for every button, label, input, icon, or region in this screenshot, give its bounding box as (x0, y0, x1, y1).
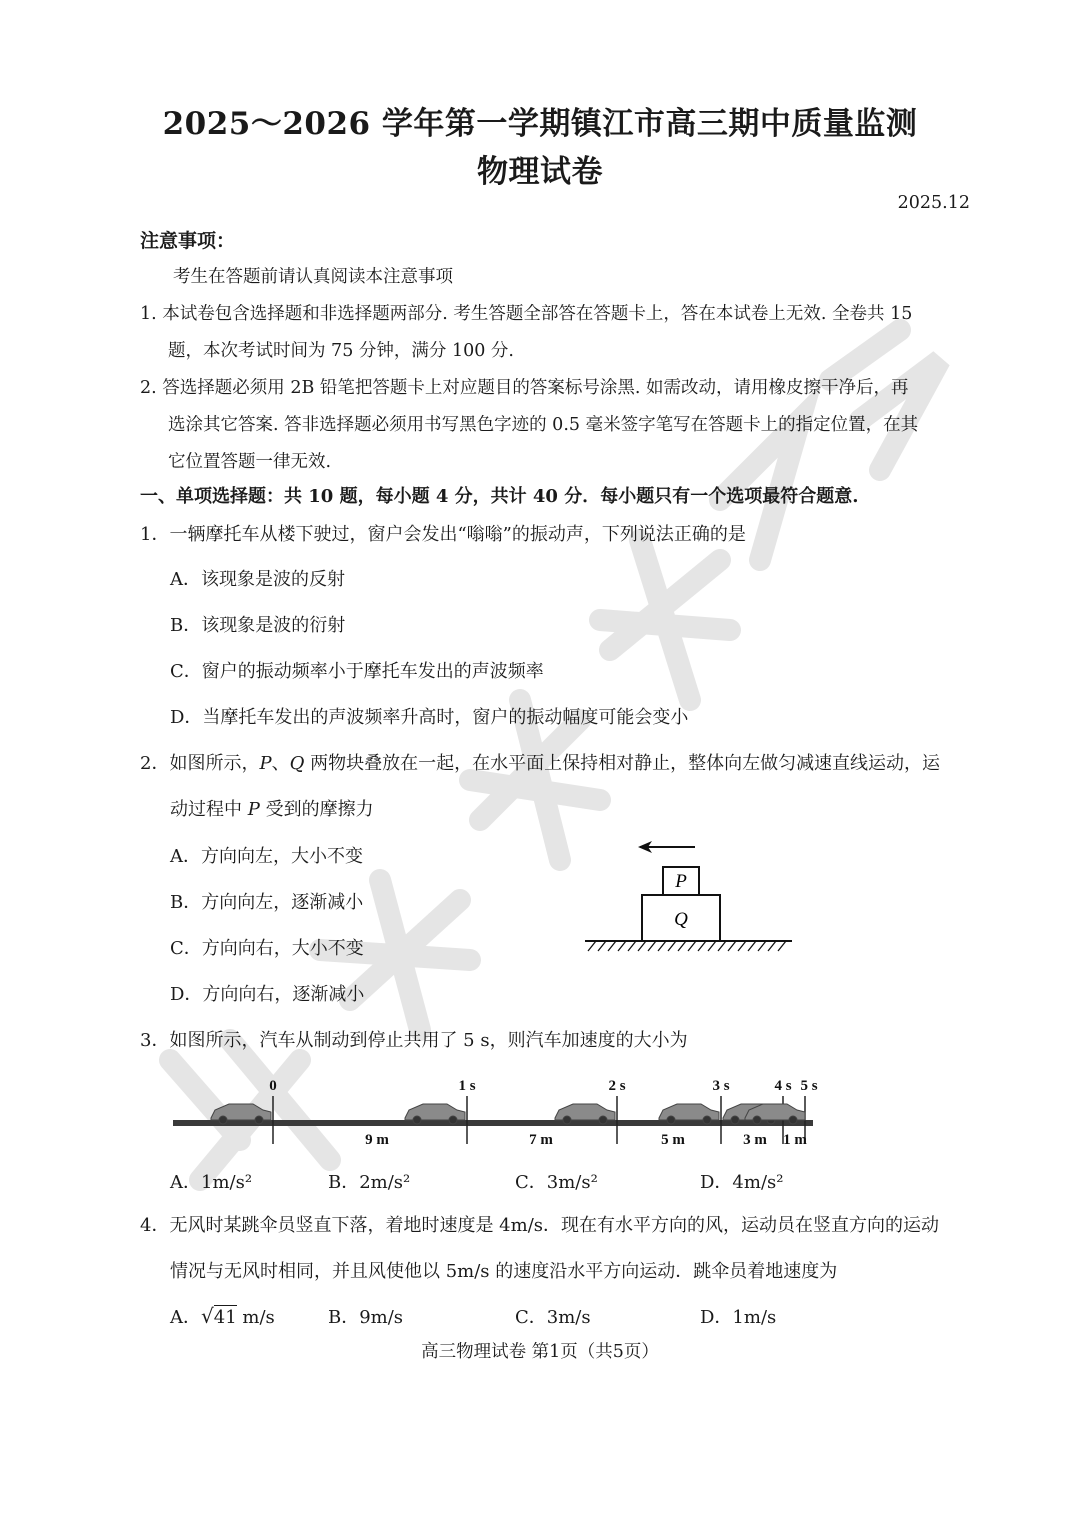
page-footer: 高三物理试卷 第1页（共5页） (421, 1342, 659, 1362)
notice-item2-line1: 2. 答选择题必须用 2B 铅笔把答题卡上对应题目的答案标号涂黑. 如需改动，请用橡皮擦干净后，再 (140, 378, 909, 398)
q2-stem-sep: 、 (271, 753, 290, 774)
time-label: 0 (269, 1078, 277, 1094)
notice-item1-line1: 1. 本试卷包含选择题和非选择题两部分. 考生答题全部答在答题卡上，答在本试卷上无效. 全卷共 15 (140, 304, 913, 324)
block-p-label: P (675, 871, 687, 892)
q4-stem-line1: 4．无风时某跳伞员竖直下落，着地时速度是 4m/s．现在有水平方向的风，运动员在竖直方向的运动 (140, 1215, 939, 1236)
q3-option-c: C．3m/s² (515, 1172, 598, 1193)
exam-date: 2025.12 (897, 193, 970, 213)
q2-figure (580, 830, 800, 960)
q2-var-p-2: P (247, 799, 260, 820)
time-label: 1 s (458, 1078, 476, 1094)
arrow-left-icon (638, 841, 695, 853)
q4-stem-line2: 情况与无风时相同，并且风使他以 5m/s 的速度沿水平方向运动．跳伞员着地速度为 (170, 1261, 838, 1282)
q2-option-a: A．方向向左，大小不变 (170, 846, 363, 867)
q2-stem-part1: 2．如图所示， (140, 753, 260, 774)
q2-option-c: C．方向向右，大小不变 (170, 938, 364, 959)
time-label: 4 s (774, 1078, 792, 1094)
notice-intro: 考生在答题前请认真阅读本注意事项 (173, 267, 453, 287)
notice-heading: 注意事项： (140, 230, 236, 252)
q4-option-a-radicand: 41 (213, 1307, 237, 1328)
q1-option-d: D．当摩托车发出的声波频率升高时，窗户的振动幅度可能会变小 (170, 707, 689, 728)
q2-stem-part3: 动过程中 (170, 799, 248, 820)
q3-option-b: B．2m/s² (328, 1172, 411, 1193)
q3-figure (165, 1072, 825, 1152)
q4-option-b: B．9m/s (328, 1307, 404, 1328)
q2-stem-line2 (170, 795, 374, 821)
notice-item1-line2: 题，本次考试时间为 75 分钟，满分 100 分. (168, 341, 514, 361)
q1-option-a: A．该现象是波的反射 (170, 569, 345, 590)
q4-option-a (170, 1303, 275, 1329)
q4-option-d: D．1m/s (700, 1307, 777, 1328)
q3-option-d: D．4m/s² (700, 1172, 784, 1193)
notice-item2-line2: 选涂其它答案. 答非选择题必须用书写黑色字迹的 0.5 毫米签字笔写在答题卡上的指定位置，在其 (168, 415, 919, 435)
distance-label: 3 m (743, 1132, 767, 1148)
notice-item2-line3: 它位置答题一律无效. (168, 452, 332, 472)
exam-subtitle: 物理试卷 (477, 154, 603, 190)
q3-option-a: A．1m/s² (170, 1172, 253, 1193)
q4-option-a-unit: m/s (236, 1307, 275, 1328)
time-label: 5 s (800, 1078, 818, 1094)
sqrt-sign: √ (201, 1304, 214, 1328)
exam-title: 2025～2026 学年第一学期镇江市高三期中质量监测 (162, 106, 918, 142)
q1-stem: 1．一辆摩托车从楼下驶过，窗户会发出“嗡嗡”的振动声，下列说法正确的是 (140, 524, 746, 545)
time-label: 3 s (712, 1078, 730, 1094)
road (173, 1120, 813, 1126)
q4-option-a-prefix: A． (170, 1307, 201, 1328)
time-label: 2 s (608, 1078, 626, 1094)
q2-stem-part2: 两物块叠放在一起，在水平面上保持相对静止，整体向左做匀减速直线运动，运 (304, 753, 941, 774)
ground-hatch (588, 941, 786, 951)
q3-stem: 3．如图所示，汽车从制动到停止共用了 5 s，则汽车加速度的大小为 (140, 1030, 688, 1051)
distance-label: 5 m (661, 1132, 685, 1148)
q4-option-c: C．3m/s (515, 1307, 591, 1328)
q2-var-q: Q (289, 753, 305, 774)
q2-option-b: B．方向向左，逐渐减小 (170, 892, 364, 913)
q2-var-p: P (259, 753, 272, 774)
q1-option-c: C．窗户的振动频率小于摩托车发出的声波频率 (170, 661, 544, 682)
block-q-label: Q (674, 909, 688, 930)
q2-stem-part4: 受到的摩擦力 (259, 799, 374, 820)
distance-label: 7 m (529, 1132, 553, 1148)
distance-label: 1 m (783, 1132, 807, 1148)
q2-option-d: D．方向向右，逐渐减小 (170, 984, 365, 1005)
q1-option-b: B．该现象是波的衍射 (170, 615, 346, 636)
distance-label: 9 m (365, 1132, 389, 1148)
section1-heading: 一、单项选择题：共 10 题，每小题 4 分，共计 40 分．每小题只有一个选项最符合题意. (140, 486, 859, 507)
q2-stem-line1 (140, 749, 940, 775)
